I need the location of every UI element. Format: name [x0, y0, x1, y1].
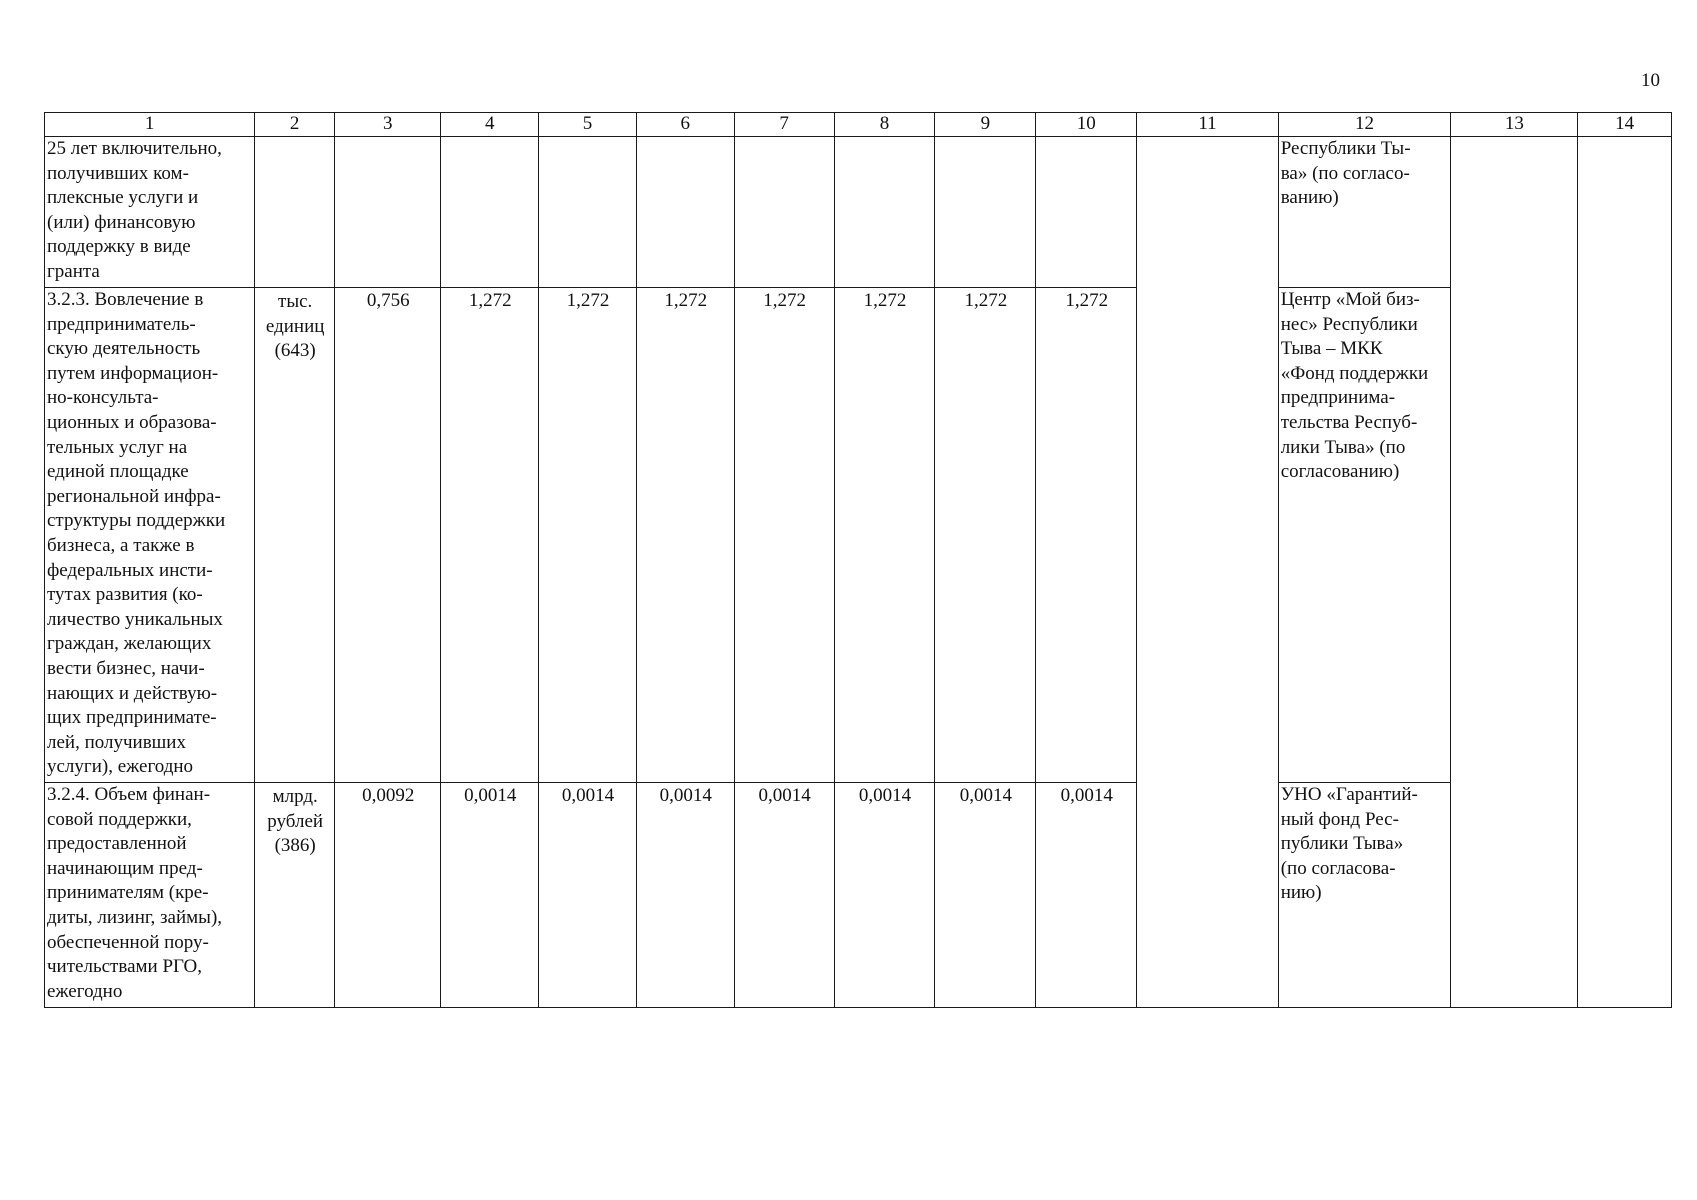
column-header: 1	[45, 113, 255, 137]
value-cell: 1,272	[734, 288, 834, 783]
column-header: 5	[539, 113, 637, 137]
value-cell	[539, 137, 637, 288]
column-header: 10	[1036, 113, 1137, 137]
indicators-table	[44, 112, 1672, 1008]
value-cell	[335, 137, 441, 288]
table-row	[45, 137, 1672, 288]
column-header: 2	[255, 113, 335, 137]
column-11-cell	[1137, 137, 1278, 1008]
column-header: 11	[1137, 113, 1278, 137]
value-cell	[441, 137, 539, 288]
column-header: 6	[636, 113, 734, 137]
column-header: 7	[734, 113, 834, 137]
value-cell: 0,0014	[834, 783, 935, 1008]
column-header: 8	[834, 113, 935, 137]
column-13-cell	[1451, 137, 1578, 1008]
value-cell: 1,272	[935, 288, 1036, 783]
value-cell	[834, 137, 935, 288]
unit-cell: млрд. рублей (386)	[255, 783, 335, 1008]
table-header-row	[45, 113, 1672, 137]
value-cell: 0,0014	[636, 783, 734, 1008]
value-cell: 0,0014	[1036, 783, 1137, 1008]
value-cell: 0,0014	[734, 783, 834, 1008]
column-header: 4	[441, 113, 539, 137]
column-header: 14	[1578, 113, 1672, 137]
column-14-cell	[1578, 137, 1672, 1008]
column-header: 12	[1278, 113, 1451, 137]
value-cell: 0,0092	[335, 783, 441, 1008]
table-row	[45, 783, 1672, 1008]
responsible-cell: Республики Ты- ва» (по согласо- ванию)	[1278, 137, 1451, 288]
column-header: 3	[335, 113, 441, 137]
page-number: 10	[1641, 70, 1660, 91]
indicator-name-cell: 25 лет включительно, получивших ком- плексные услуги и (или) финансовую поддержку в виде гранта	[45, 137, 255, 288]
value-cell	[734, 137, 834, 288]
value-cell: 1,272	[441, 288, 539, 783]
value-cell: 1,272	[539, 288, 637, 783]
value-cell	[935, 137, 1036, 288]
value-cell: 1,272	[636, 288, 734, 783]
value-cell: 0,0014	[539, 783, 637, 1008]
unit-cell: тыс. единиц (643)	[255, 288, 335, 783]
value-cell: 0,0014	[441, 783, 539, 1008]
value-cell	[1036, 137, 1137, 288]
column-header: 9	[935, 113, 1036, 137]
value-cell	[636, 137, 734, 288]
column-header: 13	[1451, 113, 1578, 137]
value-cell: 0,756	[335, 288, 441, 783]
indicator-name-cell: 3.2.3. Вовлечение в предприниматель- скую деятельность путем информацион- но-консульта- ционных и образова- тельных услуг на единой площадке региональной инфра- структуры поддержки бизнеса, а также в федеральных инсти- тутах развития (ко- личество уникальных граждан, желающих вести бизнес, начи- нающих и действую- щих предпринимате- лей, получивших услуги), ежегодно	[45, 288, 255, 783]
value-cell: 0,0014	[935, 783, 1036, 1008]
responsible-cell: Центр «Мой биз- нес» Республики Тыва – МКК «Фонд поддержки предпринима- тельства Респуб- лики Тыва» (по согласованию)	[1278, 288, 1451, 783]
value-cell: 1,272	[834, 288, 935, 783]
table-row	[45, 288, 1672, 783]
indicator-name-cell: 3.2.4. Объем финан- совой поддержки, предоставленной начинающим пред- принимателям (кре- диты, лизинг, займы), обеспеченной пору- чительствами РГО, ежегодно	[45, 783, 255, 1008]
value-cell: 1,272	[1036, 288, 1137, 783]
unit-cell	[255, 137, 335, 288]
responsible-cell: УНО «Гарантий- ный фонд Рес- публики Тыва» (по согласова- нию)	[1278, 783, 1451, 1008]
